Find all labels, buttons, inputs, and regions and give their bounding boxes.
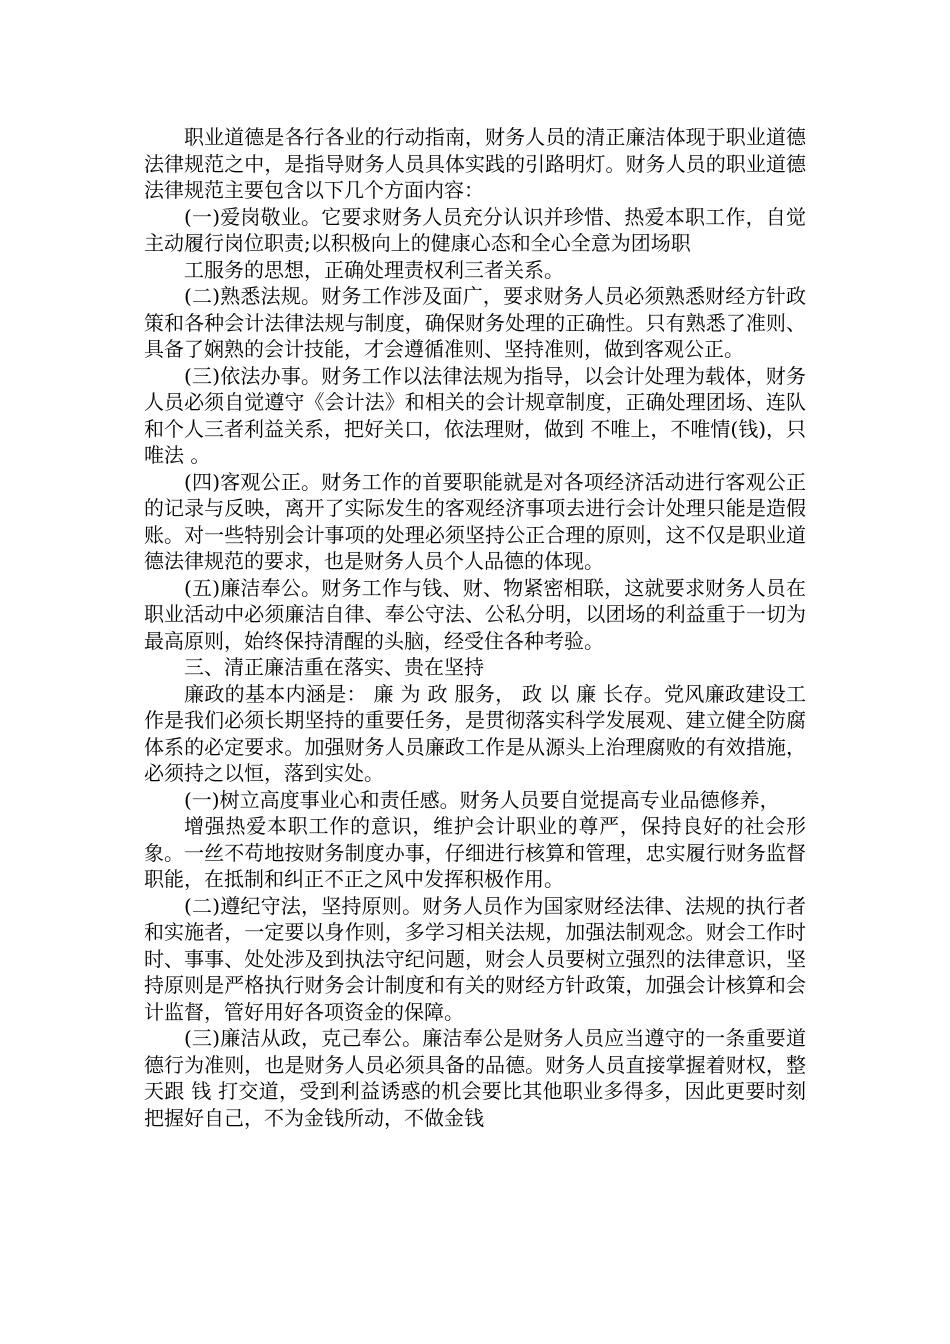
document-page [144, 124, 806, 1131]
paragraph-11: 增强热爱本职工作的意识，维护会计职业的尊严，保持良好的社会形象。一丝不苟地按财务制度办事，仔细进行核算和管理，忠实履行财务监督职能，在抵制和纠正不正之风中发挥积极作用。 [144, 814, 806, 891]
paragraph-1: 职业道德是各行各业的行动指南，财务人员的清正廉洁体现于职业道德法律规范之中，是指导财务人员具体实践的引路明灯。财务人员的职业道德法律规范主要包含以下几个方面内容： [144, 125, 806, 202]
paragraph-9: 廉政的基本内涵是： 廉 为 政 服务， 政 以 廉 长存。党风廉政建设工作是我们必须长期坚持的重要任务，是贯彻落实科学发展观、建立健全防腐体系的必定要求。加强财务人员廉政工作是从源头上治理腐败的有效措施，必须持之以恒，落到实处。 [144, 681, 806, 785]
paragraph-6: (四)客观公正。财务工作的首要职能就是对各项经济活动进行客观公正的记录与反映，离开了实际发生的客观经济事项去进行会计处理只能是造假账。对一些特别会计事项的处理必须坚持公正合理的原则，这不仅是职业道德法律规范的要求，也是财务人员个人品德的体现。 [144, 469, 806, 573]
paragraph-7: (五)廉洁奉公。财务工作与钱、财、物紧密相联，这就要求财务人员在职业活动中必须廉洁自律、奉公守法、公私分明，以团场的利益重于一切为最高原则，始终保持清醒的头脑，经受住各种考验。 [144, 575, 806, 653]
paragraph-13: (三)廉洁从政，克己奉公。廉洁奉公是财务人员应当遵守的一条重要道德行为准则，也是财务人员必须具备的品德。财务人员直接掌握着财权，整天跟 钱 打交道，受到利益诱惑的机会要比其他职业多得多，因此更要时刻把握好自己，不为金钱所动，不做金钱 [144, 1026, 806, 1130]
paragraph-2: (一)爱岗敬业。它要求财务人员充分认识并珍惜、热爱本职工作，自觉主动履行岗位职责;以积极向上的健康心态和全心全意为团场职 [144, 204, 806, 255]
paragraph-10: (一)树立高度事业心和责任感。财务人员要自觉提高专业品德修养， [184, 787, 780, 812]
paragraph-4: (二)熟悉法规。财务工作涉及面广，要求财务人员必须熟悉财经方针政策和各种会计法律法规与制度，确保财务处理的正确性。只有熟悉了准则、具备了娴熟的会计技能，才会遵循准则、坚持准则，做到客观公正。 [144, 284, 806, 361]
section-heading: 三、清正廉洁重在落实、贵在坚持 [184, 655, 484, 679]
paragraph-3: 工服务的思想，正确处理责权利三者关系。 [184, 257, 564, 282]
paragraph-5: (三)依法办事。财务工作以法律法规为指导，以会计处理为载体，财务人员必须自觉遵守《会计法》和相关的会计规章制度，正确处理团场、连队和个人三者利益关系，把好关口，依法理财，做到 不唯上，不唯情(钱)，只唯法 。 [144, 363, 806, 467]
paragraph-12: (二)遵纪守法，坚持原则。财务人员作为国家财经法律、法规的执行者和实施者，一定要以身作则，多学习相关法规，加强法制观念。财会工作时时、事事、处处涉及到执法守纪问题，财会人员要树立强烈的法律意识，坚持原则是严格执行财务会计制度和有关的财经方针政策，加强会计核算和会计监督，管好用好各项资金的保障。 [144, 893, 806, 1024]
